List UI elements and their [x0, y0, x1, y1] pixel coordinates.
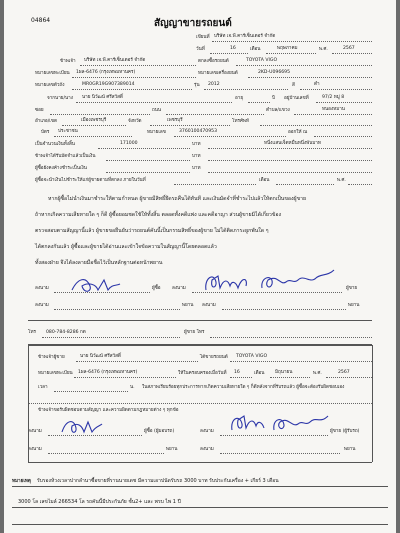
seller-role: ผู้ขาย — [346, 286, 358, 291]
month-label: เดือน — [250, 47, 261, 52]
receipt-seller: นาย นิวัฒน์ ศรีสวัสดิ์ — [80, 354, 121, 359]
receipt-confirm: ข้าพเจ้าขอรับผิดชอบตามสัญญา และความผิดตามกฎหมายต่าง ๆ ทุกข้อ — [38, 408, 179, 413]
address-label: อยู่บ้านเลขที่ — [284, 96, 309, 101]
seller-sign-label: ลงนาม — [172, 286, 186, 291]
receipt-top-border — [28, 345, 372, 346]
model-year-line — [204, 89, 288, 90]
chassis-number: MR0GR19G907389014 — [82, 82, 135, 87]
road-line — [166, 114, 264, 115]
buyer-role: ผู้ซื้อ — [152, 286, 161, 291]
balance-label: ผู้ซื้อยังคงค้างชำระเป็นเงิน — [35, 166, 87, 171]
subdistrict-value: หนองหมาน — [322, 107, 345, 112]
total-baht: บาท — [192, 142, 201, 147]
color-label: สี — [292, 83, 295, 88]
receipt-delivered-label: ให้ในครอบครองเมื่อวันที่ — [178, 371, 227, 376]
balance-baht: บาท — [192, 166, 201, 171]
total-words-line — [208, 148, 372, 149]
schedule-month-label: เดือน — [259, 178, 270, 183]
address-number: 97/2 หมู่ 8 — [322, 95, 345, 100]
terms-line-2: ถ้าหากเกิดความเสียหายใด ๆ ก็ดี ผู้ซื้อยอมชดใช้ให้ทั้งสิ้น ตลอดทั้งคดีแพ่ง และคดีอาญา ส่วนผู้ขายมิได้เกี่ยวข้อง — [35, 212, 282, 218]
issued-at-label: ออกให้ ณ — [288, 130, 308, 135]
receipt-sold-label: ได้ขายรถยนต์ — [200, 355, 228, 360]
plate-line — [72, 77, 196, 78]
witness-1-role: พยาน — [182, 303, 194, 308]
province-value: เพชรบุรี — [167, 118, 183, 123]
terms-line-4: ได้ตกลงกันแล้ว ผู้ซื้อและผู้ขายได้อ่านและเข้าใจข้อความในสัญญานี้โดยตลอดแล้ว — [35, 244, 217, 250]
buyer-label: ข้าพเจ้า — [60, 59, 76, 64]
date-day-line — [210, 53, 248, 54]
receipt-year: 2567 — [338, 370, 350, 375]
receipt-brand-line — [230, 361, 372, 362]
balance-line — [106, 172, 190, 173]
receipt-time-label: เวลา — [38, 385, 48, 390]
witness-2-line — [222, 309, 346, 310]
terms-line-3: ตรวจสอบตามสัญญานี้แล้ว ผู้ขายขอยืนยันว่ารถยนต์คันนี้เป็นกรรมสิทธิ์ของผู้ขาย ไม่ได้ติดภาระผูกพันใด ๆ — [35, 228, 269, 234]
date-year-line — [332, 53, 372, 54]
district-label: อำเภอ/เขต — [35, 119, 57, 124]
receipt-witness-1-sign-label: ลงนาม — [28, 447, 42, 452]
subdistrict-label: ตำบล/แขวง — [266, 108, 290, 113]
buyer-line — [80, 65, 196, 66]
receipt-time-line — [54, 391, 128, 392]
road-label: ถนน — [152, 108, 162, 113]
remarks-rule-1 — [12, 486, 388, 487]
receipt-note: ในสภาพเรียบร้อยทุกประการหากเกิดความเสียหายใด ๆ ก็ดีหลังจากที่รับรถแล้ว ผู้ซื้อจะต้องรับผิดชอบเอง — [142, 385, 345, 390]
remarks-label: หมายเหตุ — [12, 479, 31, 484]
remarks-rule-3 — [12, 524, 388, 525]
id-number-label: หมายเลข — [147, 130, 166, 135]
id-number: 3760100470953 — [179, 129, 217, 134]
age-line — [248, 102, 270, 103]
receipt-month-line — [270, 377, 310, 378]
phone-label: โทรศัพท์ — [232, 119, 249, 124]
payment-schedule: ผู้ซื้อจะนำเงินไปชำระให้แก่ผู้ขายตามที่ตกลง ภายในวันที่ — [35, 178, 146, 183]
witness-1-line — [54, 309, 180, 310]
receipt-bottom-border — [28, 462, 372, 463]
receipt-witness-2-line — [220, 453, 340, 454]
engine-label: หมายเลขเครื่องยนต์ — [198, 71, 238, 76]
vehicle-brand: TOYOTA VIGO — [246, 58, 278, 63]
engine-line — [248, 77, 372, 78]
witness-1-sign-label: ลงนาม — [35, 303, 49, 308]
province-line — [150, 125, 230, 126]
section-divider — [28, 320, 372, 321]
date-label: วันที่ — [196, 47, 205, 52]
id-type-value: ประชาชน — [58, 129, 78, 134]
seller-phone-label: ผู้ขาย โทร — [184, 330, 205, 335]
receipt-buyer-sign-label: ลงนาม — [28, 429, 42, 434]
total-line — [98, 148, 190, 149]
document-number: 04864 — [31, 17, 51, 24]
total-in-words: หนึ่งแสนเจ็ดหมื่นหนึ่งพันบาท — [264, 141, 321, 146]
district-line — [62, 125, 126, 126]
total-price: 171000 — [120, 141, 138, 146]
receipt-day-line — [230, 377, 252, 378]
chassis-label: หมายเลขตัวถัง — [35, 83, 65, 88]
receipt-seller-line — [76, 361, 198, 362]
soi-label: ซอย — [35, 108, 44, 113]
vehicle-plate: 1ผล-6476 (กรุงเทพมหานคร) — [76, 70, 136, 75]
color-line — [300, 89, 372, 90]
witness-2-role: พยาน — [348, 303, 360, 308]
receipt-year-label: พ.ศ. — [313, 371, 322, 376]
receipt-time-suffix: น. — [130, 385, 135, 390]
engine-number: 2KD-U096695 — [258, 70, 291, 75]
province-label: จังหวัด — [128, 119, 142, 124]
plate-label: หมายเลขทะเบียน — [35, 71, 70, 76]
remarks-line-1: รับรองห้วงเวลาปากลำนาซื้อขายที่รานนายเดช มีความเอาปนัดรับรถ 3000 บาท รับประกันเครื่อง + เกียร์ 3 เดือน — [37, 478, 279, 484]
age-suffix: ปี — [272, 96, 275, 101]
receipt-witness-2-sign-label: ลงนาม — [200, 447, 214, 452]
phone-line — [260, 125, 372, 126]
seller-name-label: จากนาย/นาง — [47, 96, 73, 101]
seller-signature — [200, 268, 340, 296]
page-title: สัญญาขายรถยนต์ — [154, 18, 232, 29]
receipt-buyer-signature — [58, 414, 104, 436]
brand-line — [236, 65, 372, 66]
subdistrict-line — [294, 114, 372, 115]
brand-label: ตกลงซื้อรถยนต์ — [198, 59, 229, 64]
written-at-line — [212, 41, 372, 42]
terms-line-5: ทั้งสองฝ่าย จึงได้ลงลายมือชื่อไว้เป็นหลักฐานต่อหน้าพยาน — [35, 260, 163, 266]
model-year-label: รุ่น — [194, 83, 200, 88]
receipt-witness-2-role: พยาน — [344, 447, 356, 452]
receipt-seller-role: ผู้ขาย (ผู้รับรถ) — [330, 429, 360, 434]
buyer-name: บริษัท เจ.พี.คาร์เซ็นเตอร์ จำกัด — [84, 58, 146, 63]
deposit-line — [106, 160, 190, 161]
district-value: เมืองเพชรบุรี — [81, 118, 107, 123]
seller-name-line — [76, 102, 232, 103]
date-month-line — [266, 53, 316, 54]
terms-line-1: หากผู้ซื้อไม่นำเงินมาชำระให้ตามกำหนด ผู้ขายมีสิทธิ์ยึดรถคืนได้ทันที และเงินมัดจำที่ชำระไปแล้วให้ตกเป็นของผู้ขาย — [48, 196, 307, 202]
receipt-year-line — [326, 377, 372, 378]
buyer-sign-label: ลงนาม — [35, 286, 49, 291]
receipt-month-label: เดือน — [254, 371, 265, 376]
receipt-plate: 1ผล-6476 (กรุงเทพมหานคร) — [78, 370, 138, 375]
schedule-day-line — [174, 184, 256, 185]
id-type-line — [54, 136, 132, 137]
schedule-month-line — [276, 184, 334, 185]
buyer-signature — [68, 272, 124, 296]
seller-name: นาย นิวัฒน์ ศรีสวัสดิ์ — [82, 95, 123, 100]
receipt-day: 16 — [234, 370, 240, 375]
remarks-rule-2 — [12, 507, 388, 508]
deposit-label: ข้าพเจ้าได้รับมัดจำแล้วเป็นเงิน — [35, 154, 96, 159]
buyer-phone-label: โทร — [28, 330, 36, 335]
written-at-value: บริษัท เจ.พี.คาร์เซ็นเตอร์ จำกัด — [214, 34, 276, 39]
schedule-year-label: พ.ศ. — [337, 178, 346, 183]
receipt-witness-1-role: พยาน — [166, 447, 178, 452]
date-year: 2567 — [343, 46, 355, 51]
receipt-witness-1-line — [48, 453, 164, 454]
deposit-baht: บาท — [192, 154, 201, 159]
id-type-label: บัตร — [41, 130, 50, 135]
receipt-note-line — [28, 403, 372, 404]
receipt-month: มิถุนายน — [275, 370, 293, 375]
balance-words-line — [208, 172, 372, 173]
year-label: พ.ศ. — [319, 47, 328, 52]
age-label: อายุ — [235, 96, 244, 101]
buyer-phone-line — [42, 337, 180, 338]
receipt-plate-label: หมายเลขทะเบียน — [38, 371, 73, 376]
chassis-line — [72, 89, 192, 90]
vehicle-color: ดำ — [314, 82, 320, 87]
date-month: พฤษภาคม — [277, 46, 298, 51]
issued-at-line — [314, 136, 372, 137]
deposit-words-line — [208, 160, 372, 161]
receipt-seller-label: ข้าพเจ้าผู้ขาย — [38, 355, 65, 360]
address-line — [316, 102, 372, 103]
receipt-plate-line — [74, 377, 176, 378]
witness-2-sign-label: ลงนาม — [202, 303, 216, 308]
date-day: 16 — [230, 46, 236, 51]
receipt-seller-sign-label: ลงนาม — [200, 429, 214, 434]
soi-line — [50, 114, 150, 115]
receipt-left-border — [28, 345, 29, 462]
buyer-phone: 080-784-8286 กต — [46, 330, 86, 335]
model-year: 2012 — [208, 82, 220, 87]
contract-page — [4, 0, 396, 533]
receipt-brand: TOYOTA VIGO — [236, 354, 268, 359]
written-at-label: เขียนที่ — [196, 35, 210, 40]
receipt-right-border — [372, 345, 373, 462]
receipt-buyer-role: ผู้ซื้อ (ผู้มอบรถ) — [144, 429, 175, 434]
receipt-seller-signature — [228, 410, 332, 436]
schedule-year-line — [348, 184, 372, 185]
total-label: เป็นจำนวนเงินทั้งสิ้น — [35, 142, 75, 147]
seller-phone-line — [210, 337, 372, 338]
id-number-line — [174, 136, 286, 137]
remarks-line-2: 3000 โล เลขไมล์ 266534 โล รถคันนี้มีประกันภัย ชั้น2+ และ พรบ ไพ 1 ปี — [18, 499, 181, 505]
